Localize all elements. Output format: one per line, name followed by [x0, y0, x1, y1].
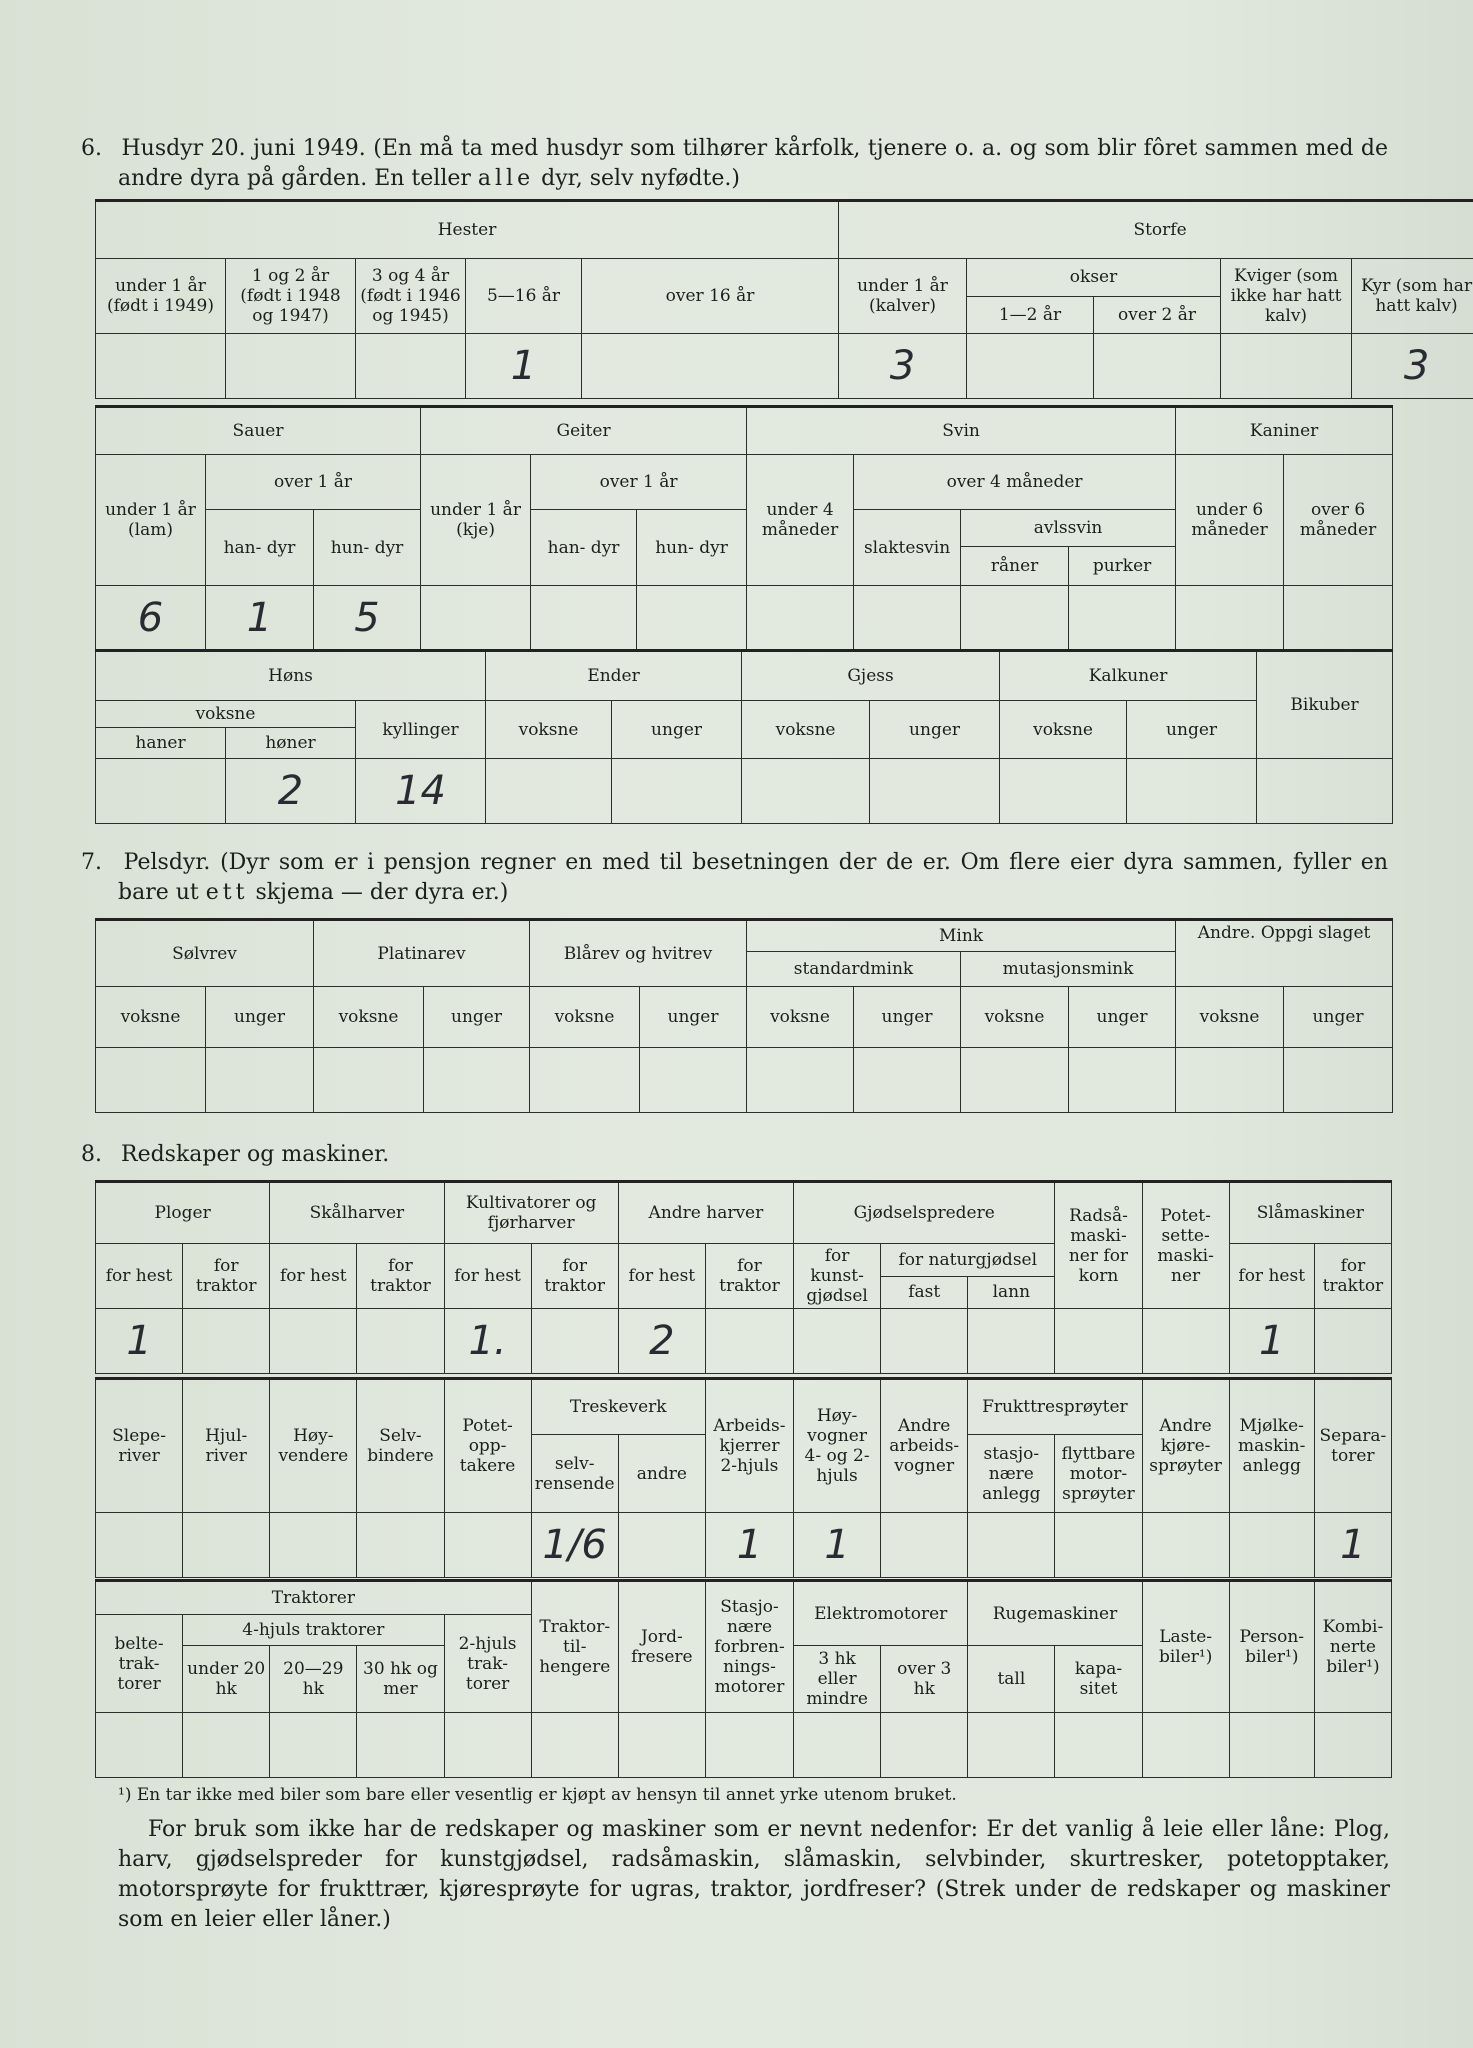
stasjonaere-motorer-header: Stasjo- nære forbren- nings- motorer — [705, 1581, 793, 1713]
entry-cell[interactable] — [1069, 586, 1176, 651]
redskaper-table-3 — [95, 1579, 1392, 1778]
entry-cell[interactable] — [531, 1309, 618, 1374]
fast-label: fast — [881, 1276, 968, 1309]
svin-under4: under 4 måneder — [747, 455, 854, 586]
entry-cell[interactable] — [881, 1513, 968, 1578]
okser-col: over 2 år — [1094, 296, 1221, 334]
entry-cell[interactable] — [742, 759, 870, 824]
entry-cell[interactable]: 6 — [96, 586, 206, 651]
frukttresproyter-header: Frukttresprøyter — [968, 1379, 1142, 1435]
ender-voksne: voksne — [486, 701, 612, 759]
section-title: Pelsdyr. — [123, 850, 211, 875]
entry-cell[interactable] — [870, 759, 1000, 824]
for-traktor-label: for traktor — [705, 1244, 793, 1309]
entry-cell[interactable] — [96, 759, 226, 824]
section-6-heading — [81, 134, 1389, 194]
entry-cell[interactable]: 1 — [96, 1309, 183, 1374]
entry-cell[interactable] — [1127, 759, 1257, 824]
entry-cell[interactable] — [444, 1713, 531, 1778]
section-emphasis: ett — [205, 880, 249, 905]
entry-cell[interactable] — [794, 1309, 881, 1374]
potetopptakere-header: Potet- opp- takere — [444, 1379, 531, 1513]
okser-col: 1—2 år — [967, 296, 1094, 334]
sauer-hundyr: hun- dyr — [314, 510, 421, 586]
footnote: ¹) En tar ikke med biler som bare eller vesentlig er kjøpt av hensyn til annet yrke utenom bruket. — [118, 1785, 957, 1805]
hester-header: Hester — [96, 201, 839, 259]
entry-cell[interactable] — [530, 1048, 640, 1113]
kalkuner-header: Kalkuner — [1000, 651, 1257, 701]
entry-cell[interactable] — [1142, 1309, 1229, 1374]
andre-pelsdyr-header: Andre. Oppgi slaget — [1176, 920, 1393, 987]
section-number: 7. — [81, 850, 102, 875]
entry-cell[interactable] — [968, 1513, 1055, 1578]
entry-cell[interactable] — [96, 1048, 206, 1113]
voksne-label: voksne — [747, 987, 854, 1048]
separatorer-header: Separa- torer — [1314, 1379, 1391, 1513]
entry-cell[interactable] — [1284, 1048, 1393, 1113]
entry-cell[interactable] — [444, 1513, 531, 1578]
entry-cell[interactable]: 1/6 — [531, 1513, 618, 1578]
skalharver-header: Skålharver — [270, 1182, 444, 1244]
section-number: 8. — [81, 1142, 102, 1167]
hons-header: Høns — [96, 651, 486, 701]
kalkuner-unger: unger — [1127, 701, 1257, 759]
geiter-over: over 1 år — [531, 455, 747, 510]
ender-unger: unger — [612, 701, 742, 759]
entry-cell[interactable]: 1. — [444, 1309, 531, 1374]
hoyvendere-header: Høy- vendere — [270, 1379, 357, 1513]
section-desc-end: skjema — der dyra er.) — [255, 880, 509, 905]
storfe-kviger: Kviger (som ikke har hatt kalv) — [1221, 259, 1352, 334]
entry-cell[interactable] — [183, 1309, 270, 1374]
blarev-header: Blårev og hvitrev — [530, 920, 747, 987]
kultivatorer-header: Kultivatorer og fjørharver — [444, 1182, 618, 1244]
entry-cell[interactable] — [183, 1713, 270, 1778]
entry-cell[interactable] — [1069, 1048, 1176, 1113]
voksne-label: voksne — [314, 987, 424, 1048]
unger-label: unger — [854, 987, 961, 1048]
sauer-handyr: han- dyr — [206, 510, 314, 586]
geiter-header: Geiter — [421, 407, 747, 455]
lastebiler-header: Laste- biler¹) — [1142, 1581, 1229, 1713]
section-title: Redskaper og maskiner. — [121, 1142, 390, 1167]
section-emphasis: alle — [477, 166, 535, 191]
entry-cell[interactable] — [183, 1513, 270, 1578]
storfe-okser: okser — [967, 259, 1221, 297]
hons-honer: høner — [226, 728, 356, 759]
for-traktor-label: for traktor — [183, 1244, 270, 1309]
entry-cell[interactable] — [486, 759, 612, 824]
svin-avls: avlssvin — [961, 510, 1176, 547]
radsamaskiner-header: Radså- maski- ner for korn — [1055, 1182, 1142, 1309]
arbeidskjerrer-header: Arbeids- kjerrer 2-hjuls — [705, 1379, 793, 1513]
for-traktor-label: for traktor — [531, 1244, 618, 1309]
entry-cell[interactable]: 1 — [206, 586, 314, 651]
mink-header: Mink — [747, 920, 1176, 952]
pelsdyr-table — [95, 918, 1393, 1113]
kjoresproyter-header: Andre kjøre- sprøyter — [1142, 1379, 1229, 1513]
entry-cell[interactable] — [357, 1309, 444, 1374]
geiter-kje: under 1 år (kje) — [421, 455, 531, 586]
voksne-label: voksne — [961, 987, 1069, 1048]
entry-cell[interactable] — [618, 1713, 705, 1778]
storfe-kyr: Kyr (som har hatt kalv) — [1352, 259, 1473, 334]
entry-cell[interactable] — [314, 1048, 424, 1113]
entry-cell[interactable] — [1142, 1513, 1229, 1578]
ruge-kapasitet-label: kapa- sitet — [1055, 1646, 1142, 1713]
entry-cell[interactable] — [356, 334, 466, 399]
sauer-header: Sauer — [96, 407, 421, 455]
entry-cell[interactable] — [531, 1713, 618, 1778]
treskeverk-header: Treskeverk — [531, 1379, 705, 1435]
entry-cell[interactable] — [1229, 1513, 1314, 1578]
platinarev-header: Platinarev — [314, 920, 530, 987]
arbeidsvogner-header: Andre arbeids- vogner — [881, 1379, 968, 1513]
for-hest-label: for hest — [270, 1244, 357, 1309]
entry-cell[interactable] — [1055, 1513, 1142, 1578]
section-desc: (En må ta med husdyr som tilhører kårfolk, tjenere o. a. og som blir fôret sammen med de andre dyra på gården. En teller — [118, 136, 1389, 191]
sleperiver-header: Slepe- river — [96, 1379, 183, 1513]
entry-cell[interactable]: 1 — [1229, 1309, 1314, 1374]
entry-cell[interactable] — [961, 586, 1069, 651]
for-traktor-label: for traktor — [1314, 1244, 1391, 1309]
voksne-label: voksne — [530, 987, 640, 1048]
hons-haner: haner — [96, 728, 226, 759]
hester-col: 5—16 år — [466, 259, 582, 334]
entry-cell[interactable] — [881, 1309, 968, 1374]
andre-harver-header: Andre harver — [618, 1182, 793, 1244]
hester-col: 1 og 2 år (født i 1948 og 1947) — [226, 259, 356, 334]
section-title: Husdyr 20. juni 1949. — [121, 136, 366, 161]
entry-cell[interactable] — [794, 1713, 881, 1778]
traktortilhengere-header: Traktor- til- hengere — [531, 1581, 618, 1713]
voksne-label: voksne — [1176, 987, 1284, 1048]
entry-cell[interactable] — [421, 586, 531, 651]
entry-cell[interactable] — [968, 1309, 1055, 1374]
entry-cell[interactable] — [705, 1309, 793, 1374]
hons-voksne: voksne — [96, 701, 356, 728]
entry-cell[interactable] — [1314, 1309, 1391, 1374]
storfe-kalver: under 1 år (kalver) — [839, 259, 967, 334]
entry-cell[interactable] — [96, 334, 226, 399]
entry-cell[interactable] — [1284, 586, 1393, 651]
mutasjonsmink-header: mutasjonsmink — [961, 952, 1176, 987]
elektro-3hk-label: 3 hk eller mindre — [794, 1646, 881, 1713]
entry-cell[interactable] — [747, 586, 854, 651]
gjess-voksne: voksne — [742, 701, 870, 759]
gjodselspredere-header: Gjødselspredere — [794, 1182, 1055, 1244]
kaniner-over6: over 6 måneder — [1284, 455, 1393, 586]
entry-cell[interactable] — [1055, 1309, 1142, 1374]
svin-slakte: slaktesvin — [854, 510, 961, 586]
flyttbare-label: flyttbare motor- sprøyter — [1055, 1435, 1142, 1513]
beltetraktorer-label: belte- trak- torer — [96, 1615, 183, 1713]
hjulriver-header: Hjul- river — [183, 1379, 270, 1513]
jordfresere-header: Jord- fresere — [618, 1581, 705, 1713]
entry-cell[interactable] — [1257, 759, 1393, 824]
fjorfe-table — [95, 649, 1393, 824]
personbiler-header: Person- biler¹) — [1229, 1581, 1314, 1713]
section-number: 6. — [81, 136, 102, 161]
svin-over4: over 4 måneder — [854, 455, 1176, 510]
for-hest-label: for hest — [618, 1244, 705, 1309]
entry-cell[interactable] — [424, 1048, 530, 1113]
entry-cell[interactable] — [270, 1713, 357, 1778]
entry-cell[interactable] — [531, 586, 637, 651]
entry-cell[interactable] — [1176, 1048, 1284, 1113]
ruge-tall-label: tall — [968, 1646, 1055, 1713]
elektro-over3-label: over 3 hk — [881, 1646, 968, 1713]
entry-cell[interactable] — [968, 1713, 1055, 1778]
t20-29-label: 20—29 hk — [270, 1646, 357, 1713]
section-desc-end: dyr, selv nyfødte.) — [541, 166, 740, 191]
entry-cell[interactable] — [1221, 334, 1352, 399]
entry-cell[interactable]: 1 — [466, 334, 582, 399]
section-7-heading — [81, 848, 1388, 908]
ender-header: Ender — [486, 651, 742, 701]
tohjuls-label: 2-hjuls trak- torer — [444, 1615, 531, 1713]
entry-cell[interactable] — [705, 1713, 793, 1778]
hester-col: 3 og 4 år (født i 1946 og 1945) — [356, 259, 466, 334]
entry-cell[interactable] — [357, 1513, 444, 1578]
gjess-header: Gjess — [742, 651, 1000, 701]
bikuber-header: Bikuber — [1257, 651, 1393, 759]
voksne-label: voksne — [96, 987, 206, 1048]
entry-cell[interactable]: 1 — [705, 1513, 793, 1578]
hons-kyllinger: kyllinger — [356, 701, 486, 759]
gjess-unger: unger — [870, 701, 1000, 759]
entry-cell[interactable] — [1142, 1713, 1229, 1778]
entry-cell[interactable]: 1 — [794, 1513, 881, 1578]
storfe-header: Storfe — [839, 201, 1473, 259]
entry-cell[interactable]: 2 — [226, 759, 356, 824]
entry-cell[interactable]: 3 — [839, 334, 967, 399]
entry-cell[interactable] — [747, 1048, 854, 1113]
entry-cell[interactable] — [961, 1048, 1069, 1113]
kalkuner-voksne: voksne — [1000, 701, 1127, 759]
redskaper-table-1 — [95, 1180, 1392, 1374]
entry-cell[interactable] — [618, 1513, 705, 1578]
entry-cell[interactable] — [226, 334, 356, 399]
entry-cell[interactable]: 5 — [314, 586, 421, 651]
redskaper-table-2 — [95, 1377, 1392, 1578]
selvrensende-label: selv- rensende — [531, 1435, 618, 1513]
rugemaskiner-header: Rugemaskiner — [968, 1581, 1142, 1646]
entry-cell[interactable] — [1094, 334, 1221, 399]
closing-instructions: For bruk som ikke har de redskaper og maskiner som er nevnt nedenfor: Er det vanlig å leie eller låne: Plog, harv, gjødselspreder for kunstgjødsel, radsåmaskin, slåmaskin, selvbinder, skurtresker, potetopptaker, motorsprøyte for frukttrær, kjøresprøyte for ugras, traktor, jordfreser? (Strek under de redskaper og maskiner som en leier eller låner.) — [118, 1817, 1390, 1932]
lann-label: lann — [968, 1276, 1055, 1309]
unger-label: unger — [640, 987, 747, 1048]
kombinerte-biler-header: Kombi- nerte biler¹) — [1314, 1581, 1391, 1713]
svin-header: Svin — [747, 407, 1176, 455]
kunstgjodsel-label: for kunst- gjødsel — [794, 1244, 881, 1309]
entry-cell[interactable] — [854, 1048, 961, 1113]
mjolkemaskin-header: Mjølke- maskin- anlegg — [1229, 1379, 1314, 1513]
solvrev-header: Sølvrev — [96, 920, 314, 987]
sauer-geiter-svin-table — [95, 405, 1393, 651]
geiter-hundyr: hun- dyr — [637, 510, 747, 586]
entry-cell[interactable]: 2 — [618, 1309, 705, 1374]
entry-cell[interactable] — [612, 759, 742, 824]
kaniner-header: Kaniner — [1176, 407, 1393, 455]
for-hest-label: for hest — [1229, 1244, 1314, 1309]
ploger-header: Ploger — [96, 1182, 270, 1244]
entry-cell[interactable] — [854, 586, 961, 651]
entry-cell[interactable] — [206, 1048, 314, 1113]
unger-label: unger — [206, 987, 314, 1048]
sauer-over: over 1 år — [206, 455, 421, 510]
hester-col: over 16 år — [582, 259, 839, 334]
selvbindere-header: Selv- bindere — [357, 1379, 444, 1513]
hester-storfe-table — [95, 199, 1473, 399]
entry-cell[interactable] — [1176, 586, 1284, 651]
elektromotorer-header: Elektromotorer — [794, 1581, 968, 1646]
unger-label: unger — [1069, 987, 1176, 1048]
entry-cell[interactable] — [1229, 1713, 1314, 1778]
entry-cell[interactable] — [582, 334, 839, 399]
entry-cell[interactable] — [967, 334, 1094, 399]
naturgjodsel-label: for naturgjødsel — [881, 1244, 1055, 1277]
entry-cell[interactable] — [96, 1513, 183, 1578]
entry-cell[interactable] — [881, 1713, 968, 1778]
geiter-handyr: han- dyr — [531, 510, 637, 586]
svin-raner: råner — [961, 547, 1069, 586]
entry-cell[interactable] — [637, 586, 747, 651]
under20-label: under 20 hk — [183, 1646, 270, 1713]
section-8-heading — [81, 1140, 1388, 1170]
for-traktor-label: for traktor — [357, 1244, 444, 1309]
entry-cell[interactable]: 14 — [356, 759, 486, 824]
sauer-lam: under 1 år (lam) — [96, 455, 206, 586]
entry-cell[interactable] — [357, 1713, 444, 1778]
potetsettemaskiner-header: Potet- sette- maski- ner — [1142, 1182, 1229, 1309]
hester-col: under 1 år (født i 1949) — [96, 259, 226, 334]
unger-label: unger — [1284, 987, 1393, 1048]
entry-cell[interactable] — [270, 1309, 357, 1374]
for-hest-label: for hest — [96, 1244, 183, 1309]
firehjuls-label: 4-hjuls traktorer — [183, 1615, 444, 1646]
entry-cell[interactable] — [270, 1513, 357, 1578]
traktorer-header: Traktorer — [96, 1581, 532, 1615]
entry-cell[interactable] — [1000, 759, 1127, 824]
svin-purker: purker — [1069, 547, 1176, 586]
stasjonaere-label: stasjo- nære anlegg — [968, 1435, 1055, 1513]
for-hest-label: for hest — [444, 1244, 531, 1309]
entry-cell[interactable] — [1055, 1713, 1142, 1778]
unger-label: unger — [424, 987, 530, 1048]
entry-cell[interactable]: 3 — [1352, 334, 1473, 399]
slamaskiner-header: Slåmaskiner — [1229, 1182, 1391, 1244]
section-desc: (Dyr som er i pensjon regner en med til besetningen der de er. Om flere eier dyra sammen, fyller en bare ut — [118, 850, 1388, 905]
over30-label: 30 hk og mer — [357, 1646, 444, 1713]
hoyvogner-header: Høy- vogner 4- og 2- hjuls — [794, 1379, 881, 1513]
andre-label: andre — [618, 1435, 705, 1513]
entry-cell[interactable] — [96, 1713, 183, 1778]
entry-cell[interactable] — [1314, 1713, 1391, 1778]
kaniner-under6: under 6 måneder — [1176, 455, 1284, 586]
entry-cell[interactable] — [640, 1048, 747, 1113]
entry-cell[interactable]: 1 — [1314, 1513, 1391, 1578]
standardmink-header: standardmink — [747, 952, 961, 987]
